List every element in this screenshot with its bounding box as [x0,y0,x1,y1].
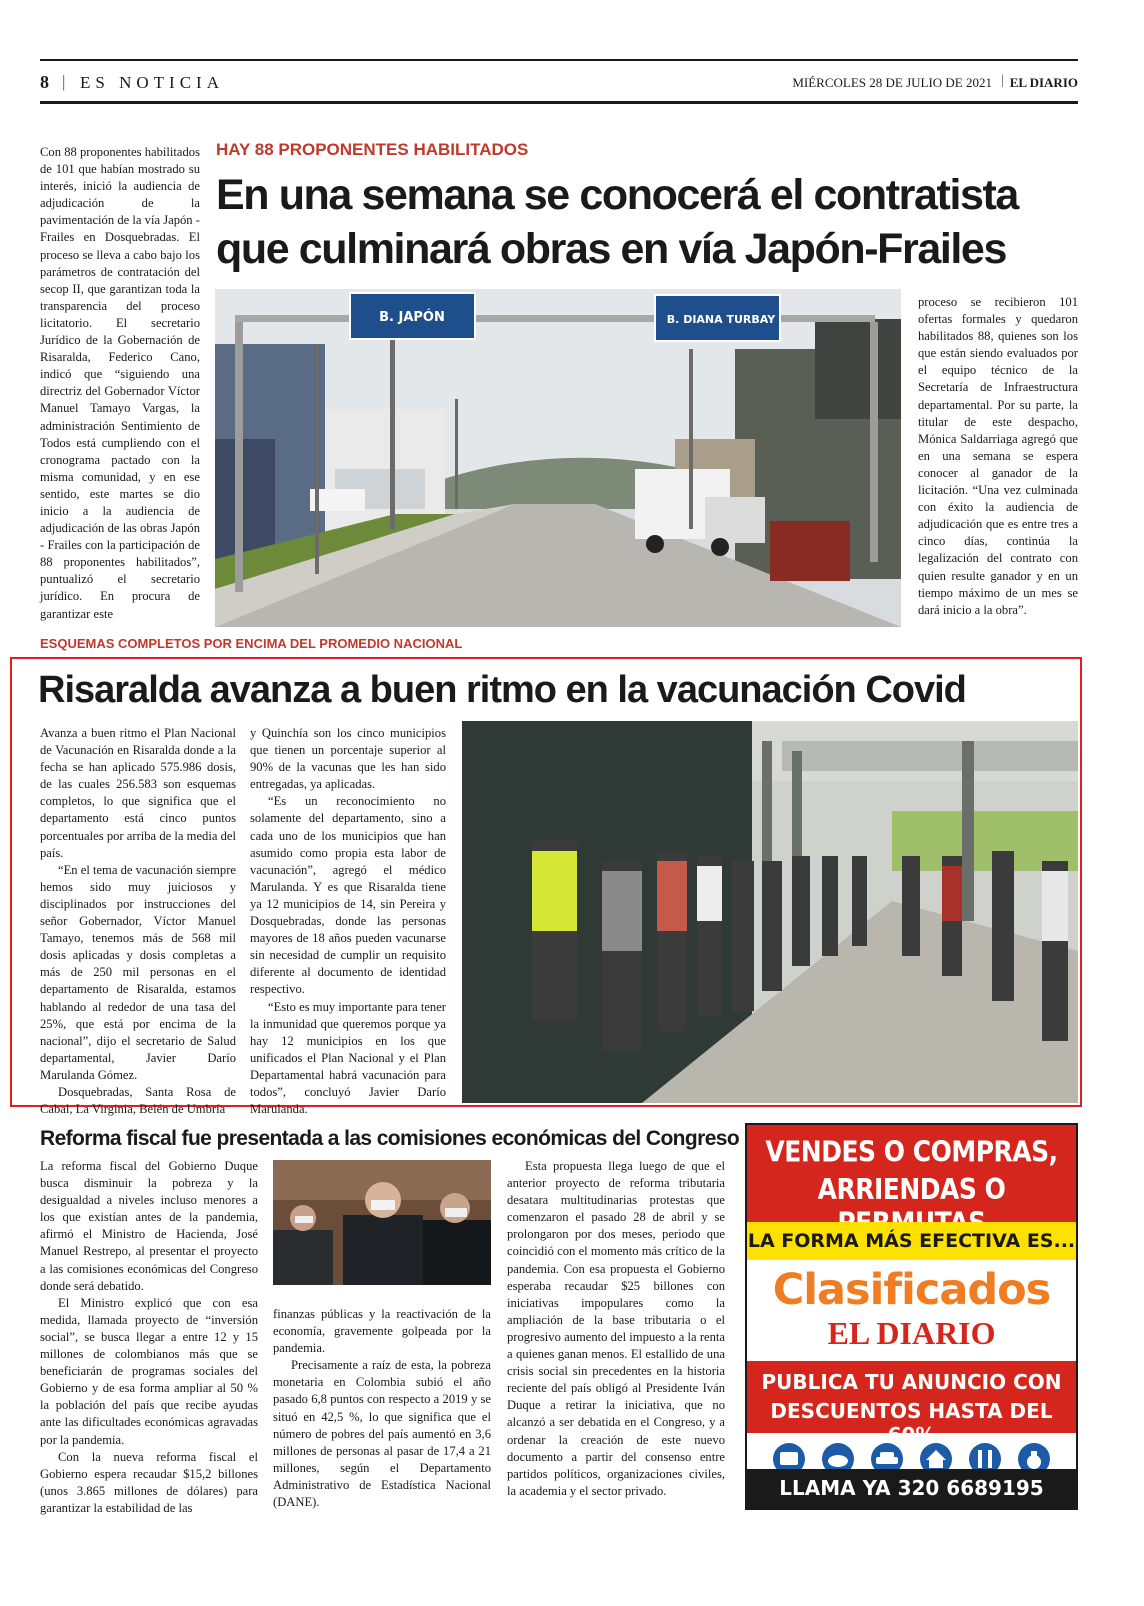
story2-kicker: ESQUEMAS COMPLETOS POR ENCIMA DEL PROMEDIO NACIONAL [40,636,463,651]
story3-c1-p3: Con la nueva reforma fiscal el Gobierno espera recaudar $15,2 billones (unos 3.865 millones de dólares) para garantizar la estabilidad de las [40,1449,258,1515]
ad-phone[interactable]: LLAMA YA 320 6689195 [747,1469,1076,1508]
ad-promo-1: PUBLICA TU ANUNCIO CON [761,1370,1062,1394]
sign-left: B. JAPÓN [379,310,445,325]
road-photo [215,289,901,627]
top-rule [40,59,1078,61]
story3-c2-p2: Precisamente a raíz de esta, la pobreza monetaria en Colombia subió el año pasado 6,8 puntos con respecto a 2019 y se situó en 42,5 %, lo que significa que el número de pobres del país aumentó en 3,6 millones de personas al pasar de 17,4 a 21 millones, según el Departamento Administrativo de Estadística Nacional (DANE). [273,1358,491,1510]
header-rule [40,101,1078,104]
minister-photo [273,1160,491,1285]
paper-name: EL DIARIO [1009,75,1078,90]
story2-c1-p2: “En el tema de vacunación siempre hemos sido muy juiciosos y disciplinados por instrucciones del señor Gobernador, Víctor Manuel Tamayo, tenemos más de 568 mil dosis aplicadas y dosis completas a más de 250 mil personas en el departamento de Risaralda, estamos hablando al rededor de una tasa del 25%, que está por encima de la nacional”, dijo el secretario de Salud departamental, Javier Darío Marulanda Gómez. [40,862,236,1082]
story2-c2-p1: y Quinchía son los cinco municipios que tienen un porcentaje superior al 90% de la vacunas que les han sido entregadas, ya aplicadas. [250,726,446,792]
page-header [40,72,1078,96]
ad-promo-2: DESCUENTOS HASTA DEL 60% [770,1399,1053,1447]
story2-c1-p3: Dosquebradas, Santa Rosa de Cabal, La Virginia, Belén de Umbría [40,1084,236,1117]
story2-c1-p1: Avanza a buen ritmo el Plan Nacional de Vacunación en Risaralda donde a la fecha se han aplicado 575.986 dosis, de las cuales 256.583 son esquemas completos, lo que significa que el departamento está cinco puntos porcentuales por arriba de la media del país. [40,726,236,860]
story1-right-column [918,294,1078,619]
story3-column-2 [273,1306,491,1511]
story2-headline: Risaralda avanza a buen ritmo en la vacunación Covid [38,669,966,711]
vaccination-queue-photo [462,721,1078,1103]
ad-band: LA FORMA MÁS EFECTIVA ES... [747,1222,1076,1260]
page-number: 8 [40,72,49,92]
story3-c1-p2: El Ministro explicó que con esa medida, llamada proyecto de “inversión social”, se busca llegar a entre 12 y 15 millones de colombianos más que se beneficiarán de programas sociales del Gobierno y de esa forma ampliar al 50 % la población del país que recibe ayudas ante las dificultades económicas agravadas por la pandemia. [40,1295,258,1447]
story2-c2-p2: “Es un reconocimiento no solamente del departamento, sino a cada uno de los municipios que han asumido como propia esta labor de vacunación”, agregó el médico Marulanda. Y es que Risaralda tiene ya 12 municipios de 14, sin Pereira y Dosquebradas, donde las personas mayores de 18 años pueden vacunarse sin necesidad de cumplir un requisito diferente al documento de identidad respectivo. [250,794,446,997]
sign-right: B. DIANA TURBAY [666,313,776,326]
classifieds-ad[interactable] [745,1123,1078,1510]
story3-column-3 [507,1158,725,1500]
story3-headline: Reforma fiscal fue presentada a las comisiones económicas del Congreso [40,1127,740,1150]
story3-c3-p1: Esta propuesta llega luego de que el anterior proyecto de reforma tributaria desatara multitudinarias protestas que comenzaron el pasado 28 de abril y se prolongaron por dos meses, periodo que coincidió con el momento más crítico de la pandemia. Con esa propuesta el Gobierno esperaba recaudar $25 billones con iniciativas impopulares como la ampliación de la base tributaria o el progresivo aumento del impuesto a la renta a quienes ganan menos. El estallido de una crisis social sin precedentes en la historia reciente del país obligó al Presidente Iván Duque a retirar la iniciativa, que no alcanzó a ser debatida en el Congreso, y a ordenar la creación de este nuevo documento a partir del consenso entre partidos políticos, organizaciones civiles, la academia y el sector privado. [507,1159,725,1498]
issue-date: MIÉRCOLES 28 DE JULIO DE 2021 [792,75,992,90]
story2-column-2 [250,725,446,1118]
story2-c2-p3: “Esto es muy importante para tener la inmunidad que queremos porque ya hay 12 municipios en los que unificados el Plan Nacional y el Plan Departamental habrá vacunación para todos”, concluyó Javier Darío Marulanda. [250,999,446,1117]
ad-brand: Clasificados [772,1265,1051,1315]
story1-left-column [40,144,200,623]
story2-column-1 [40,725,236,1118]
story1-kicker: HAY 88 PROPONENTES HABILITADOS [216,140,529,159]
ad-line-1: VENDES O COMPRAS, [765,1134,1058,1169]
ad-paper-logo: EL DIARIO [827,1315,996,1351]
ad-line-2: ARRIENDAS O [817,1172,1006,1206]
story1-right-text: proceso se recibieron 101 ofertas formales y quedaron habilitados 88, quienes son los que están siendo evaluados por el equipo técnico de la Secretaría de Infraestructura departamental. Por su parte, la titular de este despacho, Mónica Saldarriaga agregó que en una semana se espera conocer al ganador de la licitación. “Una vez culminada con éxito la audiencia de adjudicación que es entre tres a cinco días, continúa la legalización del contrato con quien resulte ganador y en un tiempo máximo de un mes se dará inicio a la obra”. [918,295,1078,617]
story3-c2-p1: finanzas públicas y la reactivación de la economía, gravemente golpeada por la pandemia. [273,1307,491,1356]
header-divider: | [62,72,66,91]
section-name: ES NOTICIA [80,73,224,92]
story1-headline: En una semana se conocerá el contratista que culminará obras en vía Japón-Frailes [216,171,1018,273]
story3-c1-p1: La reforma fiscal del Gobierno Duque busca disminuir la pobreza y la desigualdad a niveles incluso menores a los que existían antes de la pandemia, afirmó el Ministro de Hacienda, José Manuel Restrepo, al presentar el proyecto a las comisiones económicas del Congreso donde será debatido. [40,1159,258,1293]
header-divider-2: | [1001,73,1004,88]
story1-left-text: Con 88 proponentes habilitados de 101 que habían mostrado su interés, inició la audiencia de adjudicación de la pavimentación de la vía Japón - Frailes en Dosquebradas. El proceso se lleva a cabo bajo los parámetros de contratación del secop II, que garantizan toda la transparencia del proceso licitatorio. El secretario Jurídico de la Gobernación de Risaralda, Federico Cano, indicó que “siguiendo una directriz del Gobernador Víctor Manuel Tamayo Vargas, la administración Sentimiento de Todos está cumpliendo con el cronograma pactado con la misma comunidad, y en ese sentido, este martes se dio inicio a la audiencia de adjudicación de las obras Japón - Frailes con la participación de 88 proponentes habilitados”, puntualizó el secretario jurídico. En procura de garantizar este [40,145,200,621]
story3-column-1 [40,1158,258,1517]
